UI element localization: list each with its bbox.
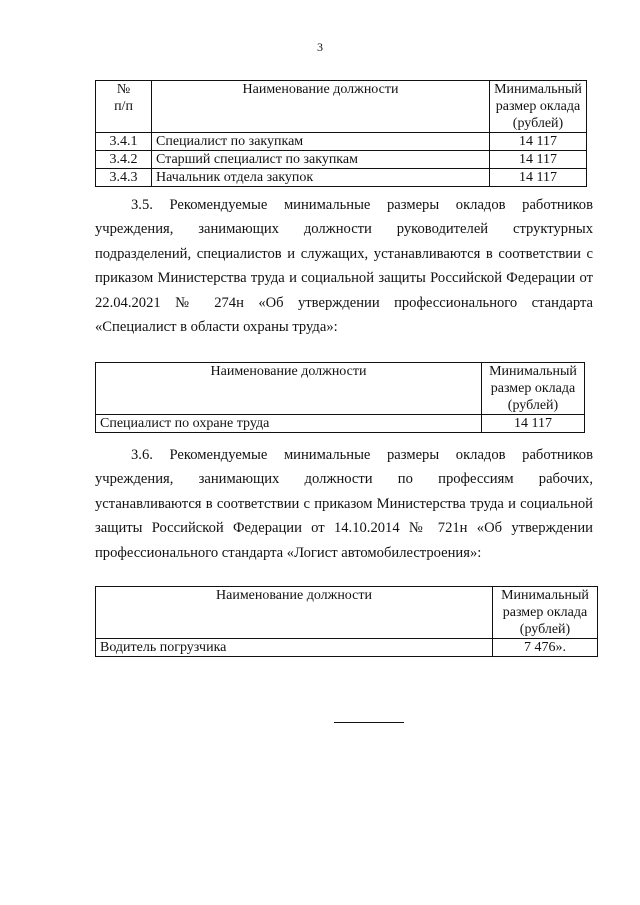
row-position: Водитель погрузчика bbox=[96, 639, 493, 657]
row-position: Специалист по закупкам bbox=[152, 133, 490, 151]
row-num: 3.4.2 bbox=[96, 151, 152, 169]
header-num: № п/п bbox=[96, 81, 152, 133]
header-salary: Минимальный размер оклада (рублей) bbox=[490, 81, 587, 133]
row-position: Старший специалист по закупкам bbox=[152, 151, 490, 169]
table-row bbox=[96, 415, 585, 433]
row-salary: 14 117 bbox=[490, 151, 587, 169]
row-salary: 14 117 bbox=[490, 133, 587, 151]
table-header-row bbox=[96, 81, 587, 133]
table-header-row bbox=[96, 363, 585, 415]
row-num: 3.4.3 bbox=[96, 169, 152, 187]
table-row bbox=[96, 151, 587, 169]
table-row bbox=[96, 639, 598, 657]
salary-table-labor-safety bbox=[95, 362, 585, 433]
row-num: 3.4.1 bbox=[96, 133, 152, 151]
row-salary: 14 117 bbox=[490, 169, 587, 187]
page-number: 3 bbox=[317, 40, 323, 54]
paragraph-3-6: 3.6. Рекомендуемые минимальные размеры окладов работников учреждения, занимающих должности по профессиям рабочих, устанавливаются в соответствии с приказом Министерства труда и социальной защиты Российской Федерации от 14.10.2014 № 721н «Об утверждении профессионального стандарта «Логист автомобилестроения»: bbox=[95, 447, 593, 561]
header-salary: Минимальный размер оклада (рублей) bbox=[482, 363, 585, 415]
row-salary: 7 476». bbox=[493, 639, 598, 657]
table-header-row bbox=[96, 587, 598, 639]
header-position: Наименование должности bbox=[96, 363, 482, 415]
row-position: Специалист по охране труда bbox=[96, 415, 482, 433]
end-divider bbox=[334, 722, 404, 723]
table-row bbox=[96, 169, 587, 187]
salary-table-workers bbox=[95, 586, 598, 657]
row-position: Начальник отдела закупок bbox=[152, 169, 490, 187]
table-row bbox=[96, 133, 587, 151]
row-salary: 14 117 bbox=[482, 415, 585, 433]
salary-table-procurement bbox=[95, 80, 587, 187]
header-position: Наименование должности bbox=[96, 587, 493, 639]
header-salary: Минимальный размер оклада (рублей) bbox=[493, 587, 598, 639]
paragraph-3-5: 3.5. Рекомендуемые минимальные размеры окладов работников учреждения, занимающих должности руководителей структурных подразделений, специалистов и служащих, устанавливаются в соответствии с приказом Министерства труда и социальной защиты Российской Федерации от 22.04.2021 № 274н «Об утверждении профессионального стандарта «Специалист в области охраны труда»: bbox=[95, 197, 593, 336]
header-position: Наименование должности bbox=[152, 81, 490, 133]
